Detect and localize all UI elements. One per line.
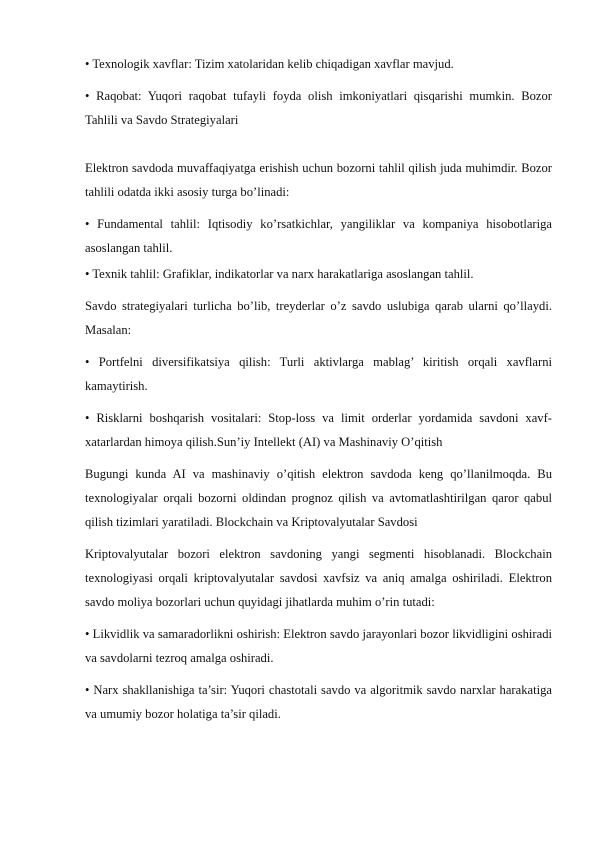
paragraph-risk-management: • Risklarni boshqarish vositalari: Stop-loss va limit orderlar yordamida savdoni xavf-xatarlardan himoya qilish.Sun’iy Intellekt (AI) va Mashinaviy O’qitish (85, 411, 552, 449)
paragraph-ai-machine-learning: Bugungi kunda AI va mashinaviy o’qitish elektron savdoda keng qo’llanilmoqda. Bu texnologiyalar orqali bozorni oldindan prognoz qilish va avtomatlashtirilgan qaror qabul qilish tizimlari yaratiladi. Blockchain va Kriptovalyutalar Savdosi (85, 467, 552, 529)
paragraph-price-formation: • Narx shakllanishiga ta’sir: Yuqori chastotali savdo va algoritmik savdo narxlar harakatiga va umumiy bozor holatiga ta’sir qiladi. (85, 683, 552, 721)
paragraph-portfolio-diversification: • Portfelni diversifikatsiya qilish: Turli aktivlarga mablag’ kiritish orqali xavflarni kamaytirish. (85, 355, 552, 393)
paragraph-market-analysis-intro: Elektron savdoda muvaffaqiyatga erishish uchun bozorni tahlil qilish juda muhimdir. Bozor tahlili odatda ikki asosiy turga bo’linadi: (85, 161, 552, 199)
paragraph-liquidity-efficiency: • Likvidlik va samaradorlikni oshirish: Elektron savdo jarayonlari bozor likvidligini oshiradi va savdolarni tezroq amalga oshiradi. (85, 627, 552, 665)
paragraph-cryptocurrency-market: Kriptovalyutalar bozori elektron savdoning yangi segmenti hisoblanadi. Blockchain texnologiyasi orqali kriptovalyutalar savdosi xavfsiz va aniq amalga oshiriladi. Elektron savdo moliya bozorlari uchun quyidagi jihatlarda muhim o’rin tutadi: (85, 547, 552, 609)
paragraph-fundamental-analysis: • Fundamental tahlil: Iqtisodiy ko’rsatkichlar, yangiliklar va kompaniya hisobotlariga asoslangan tahlil. (85, 217, 552, 255)
paragraph-technological-risks: • Texnologik xavflar: Tizim xatolaridan kelib chiqadigan xavflar mavjud. (85, 57, 454, 71)
paragraph-technical-analysis: • Texnik tahlil: Grafiklar, indikatorlar va narx harakatlariga asoslangan tahlil. (85, 267, 474, 281)
paragraph-trading-strategies: Savdo strategiyalari turlicha bo’lib, treyderlar o’z savdo uslubiga qarab ularni qo’llaydi. Masalan: (85, 299, 552, 337)
document-body (85, 52, 552, 734)
paragraph-competition: • Raqobat: Yuqori raqobat tufayli foyda olish imkoniyatlari qisqarishi mumkin. Bozor Tahlili va Savdo Strategiyalari (85, 89, 552, 127)
